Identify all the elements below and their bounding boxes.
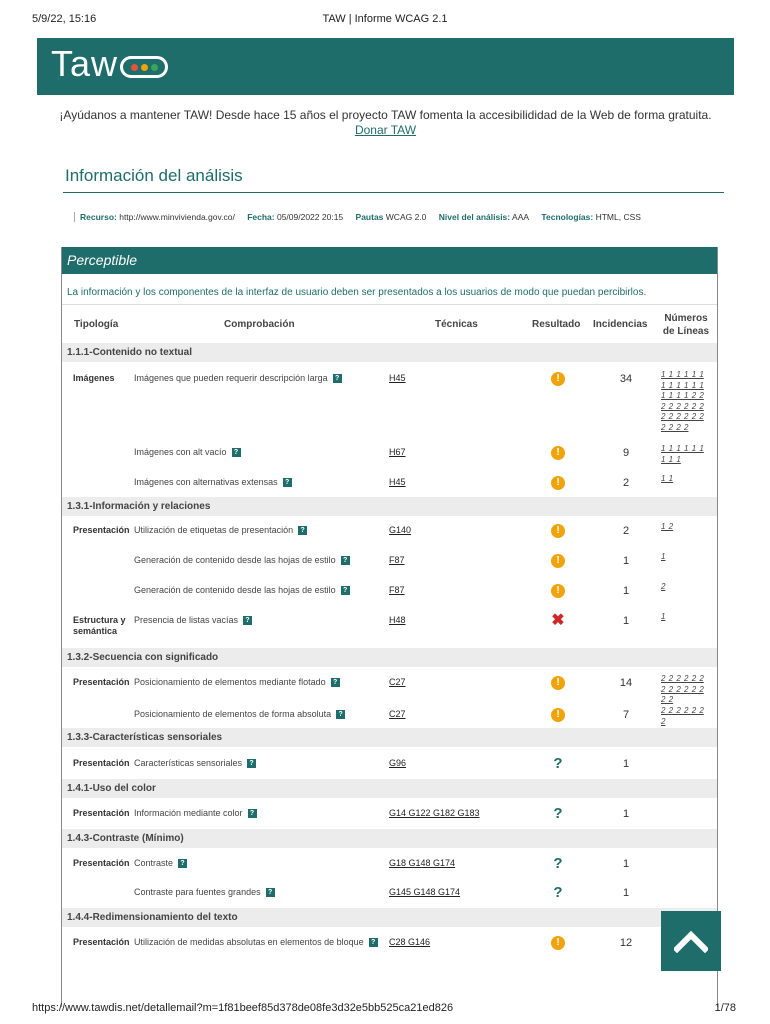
warning-icon: ! — [551, 554, 565, 568]
incidencias-cell: 1 — [622, 858, 630, 870]
technique-link[interactable]: H45 — [389, 477, 406, 487]
results-table — [61, 247, 718, 1007]
resultado-cell — [551, 476, 565, 490]
comprobacion-cell — [134, 447, 384, 458]
help-icon[interactable]: ? — [341, 556, 350, 565]
incidencias-cell: 14 — [619, 677, 633, 689]
incidencias-cell: 7 — [622, 709, 630, 721]
line-number-links[interactable]: 1 1 1 1 1 1 1 1 1 — [661, 444, 704, 464]
resultado-cell — [551, 524, 565, 538]
lineas-cell[interactable] — [661, 370, 709, 433]
line-number-links[interactable]: 1 — [661, 612, 666, 621]
taw-logo[interactable] — [51, 44, 168, 84]
line-number-links[interactable]: 1 2 — [661, 522, 674, 531]
tecnicas-cell — [389, 477, 406, 488]
line-number-links[interactable]: 2 2 2 2 2 2 2 2 2 2 2 2 2 2 — [661, 674, 704, 704]
help-icon[interactable]: ? — [247, 759, 256, 768]
comprobacion-text: Imágenes que pueden requerir descripción larga — [134, 373, 328, 383]
tecnicas-cell — [389, 709, 406, 720]
analysis-metadata — [74, 212, 651, 222]
comprobacion-text: Contraste — [134, 858, 174, 868]
tecnicas-cell — [389, 555, 405, 566]
tipologia-cell: Presentación — [73, 808, 130, 818]
warning-icon: ! — [551, 936, 565, 950]
resultado-cell — [551, 807, 565, 821]
red-dot — [131, 64, 138, 71]
help-icon[interactable]: ? — [232, 448, 241, 457]
resultado-cell — [551, 708, 565, 722]
comprobacion-cell — [134, 709, 384, 720]
criterion-group: 1.3.2-Secuencia con significado — [62, 648, 717, 667]
warning-icon: ! — [551, 372, 565, 386]
incidencias-cell: 2 — [622, 477, 630, 489]
comprobacion-text: Contraste para fuentes grandes — [134, 887, 261, 897]
tecnicas-cell — [389, 585, 405, 596]
incidencias-cell: 34 — [619, 373, 633, 385]
lineas-cell[interactable] — [661, 706, 709, 727]
tipologia-cell: Estructura y semántica — [73, 615, 126, 636]
principle-header[interactable] — [62, 247, 717, 274]
criterion-group: 1.4.3-Contraste (Mínimo) — [62, 829, 717, 848]
resultado-cell — [551, 886, 565, 900]
technique-link[interactable]: H45 — [389, 373, 406, 383]
fecha-value: 05/09/2022 20:15 — [276, 212, 344, 222]
divider — [62, 304, 717, 305]
technique-link[interactable]: G145 G148 G174 — [389, 887, 461, 897]
technique-link[interactable]: H67 — [389, 447, 406, 457]
tecnicas-cell — [389, 887, 460, 898]
page-number: 1/78 — [714, 1002, 736, 1014]
print-date: 5/9/22, 15:16 — [32, 13, 97, 25]
comprobacion-cell — [134, 758, 384, 769]
help-icon[interactable]: ? — [298, 526, 307, 535]
incidencias-cell: 1 — [622, 615, 630, 627]
technique-link[interactable]: G96 — [389, 758, 407, 768]
help-icon[interactable]: ? — [336, 710, 345, 719]
comprobacion-text: Características sensoriales — [134, 758, 243, 768]
back-to-top-button[interactable] — [661, 911, 721, 971]
pautas-label: Pautas — [355, 212, 384, 222]
col-comprobacion: Comprobación — [224, 319, 295, 330]
incidencias-cell: 12 — [619, 937, 633, 949]
warning-icon: ! — [551, 708, 565, 722]
col-resultado: Resultado — [532, 319, 581, 330]
comprobacion-cell — [134, 585, 384, 596]
resultado-cell — [551, 372, 565, 386]
comprobacion-cell — [134, 937, 384, 948]
comprobacion-text: Utilización de etiquetas de presentación — [134, 525, 294, 535]
col-incidencias: Incidencias — [593, 319, 648, 330]
incidencias-cell: 1 — [622, 808, 630, 820]
tecnicas-cell — [389, 677, 406, 688]
warning-icon: ! — [551, 676, 565, 690]
comprobacion-cell — [134, 858, 384, 869]
criterion-group: 1.3.3-Características sensoriales — [62, 728, 717, 747]
tecnicas-cell — [389, 808, 480, 819]
technique-link[interactable]: H48 — [389, 615, 406, 625]
fecha-label: Fecha: — [247, 212, 275, 222]
criterion-group: 1.4.1-Uso del color — [62, 779, 717, 798]
comprobacion-text: Posicionamiento de elementos mediante flotado — [134, 677, 326, 687]
lineas-cell[interactable] — [661, 522, 709, 533]
comprobacion-text: Imágenes con alternativas extensas — [134, 477, 278, 487]
tipologia-cell: Presentación — [73, 677, 130, 687]
comprobacion-text: Posicionamiento de elementos de forma absoluta — [134, 709, 332, 719]
incidencias-cell: 9 — [622, 447, 630, 459]
lineas-cell[interactable] — [661, 612, 709, 623]
col-tecnicas: Técnicas — [435, 319, 478, 330]
comprobacion-cell — [134, 808, 384, 819]
incidencias-cell: 1 — [622, 555, 630, 567]
line-number-links[interactable]: 2 2 2 2 2 2 2 — [661, 706, 704, 726]
print-url: https://www.tawdis.net/detallemail?m=1f81beef85d378de08fe3d32e5bb525ca21ed826 — [32, 1002, 454, 1014]
tipologia-cell: Presentación — [73, 525, 130, 535]
warning-icon: ! — [551, 446, 565, 460]
lineas-cell[interactable] — [661, 474, 709, 485]
help-icon[interactable]: ? — [243, 616, 252, 625]
lineas-cell[interactable] — [661, 582, 709, 593]
question-icon: ? — [553, 805, 563, 822]
line-number-links[interactable]: 1 1 1 1 1 1 1 1 1 1 1 1 1 1 1 1 2 2 2 2 2 2 2 2 2 2 2 2 2 2 2 2 2 2 — [661, 370, 704, 432]
comprobacion-cell — [134, 677, 384, 688]
tipologia-cell: Presentación — [73, 758, 130, 768]
resultado-cell — [551, 936, 565, 950]
logo-text: Taw — [51, 43, 119, 84]
chevron-up-icon — [674, 929, 708, 953]
resultado-cell — [551, 446, 565, 460]
donate-link[interactable]: Donar TAW — [354, 123, 417, 137]
comprobacion-text: Generación de contenido desde las hojas de estilo — [134, 585, 336, 595]
incidencias-cell: 2 — [622, 525, 630, 537]
tecnicas-cell — [389, 858, 455, 869]
col-lineas: Números de Líneas — [662, 313, 710, 337]
question-icon: ? — [553, 884, 563, 901]
tecnicas-cell — [389, 373, 406, 384]
line-number-links[interactable]: 2 — [661, 582, 666, 591]
taw-banner — [37, 38, 734, 95]
print-footer — [0, 994, 770, 1024]
lineas-cell[interactable] — [661, 674, 709, 706]
resultado-cell — [551, 676, 565, 690]
principle-title: Perceptible — [67, 252, 138, 268]
technique-link[interactable]: C27 — [389, 677, 406, 687]
resultado-cell — [551, 757, 565, 771]
help-icon[interactable]: ? — [369, 938, 378, 947]
resultado-cell — [551, 554, 565, 568]
comprobacion-cell — [134, 525, 384, 536]
help-icon[interactable]: ? — [341, 586, 350, 595]
tipologia-cell: Presentación — [73, 937, 130, 947]
green-dot — [151, 64, 158, 71]
comprobacion-text: Generación de contenido desde las hojas de estilo — [134, 555, 336, 565]
donate-message — [37, 108, 734, 138]
tecnicas-cell — [389, 615, 406, 626]
col-tipologia: Tipología — [74, 319, 119, 330]
comprobacion-cell — [134, 615, 384, 626]
tecnicas-cell — [389, 937, 430, 948]
traffic-light-icon — [120, 56, 168, 78]
section-title: Información del análisis — [65, 166, 243, 185]
comprobacion-text: Utilización de medidas absolutas en elementos de bloque — [134, 937, 364, 947]
warning-icon: ! — [551, 476, 565, 490]
criterion-group: 1.3.1-Información y relaciones — [62, 497, 717, 516]
line-number-links[interactable]: 1 — [661, 552, 666, 561]
comprobacion-cell — [134, 887, 384, 898]
technique-link[interactable]: G18 G148 G174 — [389, 858, 456, 868]
comprobacion-text: Presencia de listas vacías — [134, 615, 239, 625]
question-icon: ? — [553, 855, 563, 872]
technique-link[interactable]: G140 — [389, 525, 412, 535]
comprobacion-text: Imágenes con alt vacío — [134, 447, 227, 457]
help-icon[interactable]: ? — [333, 374, 342, 383]
tecnicas-cell — [389, 758, 406, 769]
tecnologias-value: HTML, CSS — [595, 212, 641, 222]
print-title: TAW | Informe WCAG 2.1 — [322, 13, 448, 25]
section-divider — [63, 192, 724, 193]
comprobacion-text: Información mediante color — [134, 808, 243, 818]
recurso-label: Recurso: — [80, 212, 117, 222]
technique-link[interactable]: C28 G146 — [389, 937, 431, 947]
help-icon[interactable]: ? — [178, 859, 187, 868]
help-icon[interactable]: ? — [266, 888, 275, 897]
lineas-cell[interactable] — [661, 552, 709, 563]
pautas-value: WCAG 2.0 — [385, 212, 427, 222]
resultado-cell — [551, 584, 565, 598]
comprobacion-cell — [134, 477, 384, 488]
warning-icon: ! — [551, 584, 565, 598]
print-header — [0, 0, 770, 30]
amber-dot — [141, 64, 148, 71]
tipologia-cell: Imágenes — [73, 373, 115, 383]
donate-text: ¡Ayúdanos a mantener TAW! Desde hace 15 años el proyecto TAW fomenta la accesibilididad de la Web de forma gratuita. — [59, 108, 712, 122]
lineas-cell[interactable] — [661, 444, 709, 465]
recurso-value: http://www.minvivienda.gov.co/ — [119, 212, 235, 222]
technique-link[interactable]: F87 — [389, 555, 405, 565]
technique-link[interactable]: F87 — [389, 585, 405, 595]
principle-description: La información y los componentes de la interfaz de usuario deben ser presentados a los usuarios de modo que puedan percibirlos. — [67, 287, 647, 298]
incidencias-cell: 1 — [622, 758, 630, 770]
nivel-value: AAA — [512, 212, 530, 222]
incidencias-cell: 1 — [622, 887, 630, 899]
help-icon[interactable]: ? — [331, 678, 340, 687]
nivel-label: Nivel del análisis: — [438, 212, 511, 222]
tecnicas-cell — [389, 525, 411, 536]
question-icon: ? — [553, 755, 563, 772]
criterion-group: 1.1.1-Contenido no textual — [62, 343, 717, 362]
warning-icon: ! — [551, 524, 565, 538]
line-number-links[interactable]: 1 1 — [661, 474, 674, 483]
tipologia-cell: Presentación — [73, 858, 130, 868]
help-icon[interactable]: ? — [248, 809, 257, 818]
resultado-cell — [551, 614, 565, 628]
help-icon[interactable]: ? — [283, 478, 292, 487]
fail-icon: ✖ — [551, 612, 565, 629]
comprobacion-cell — [134, 555, 384, 566]
technique-link[interactable]: G14 G122 G182 G183 — [389, 808, 480, 818]
incidencias-cell: 1 — [622, 585, 630, 597]
tecnologias-label: Tecnologías: — [541, 212, 594, 222]
resultado-cell — [551, 857, 565, 871]
technique-link[interactable]: C27 — [389, 709, 406, 719]
criterion-group: 1.4.4-Redimensionamiento del texto — [62, 908, 717, 927]
comprobacion-cell — [134, 373, 384, 384]
tecnicas-cell — [389, 447, 406, 458]
